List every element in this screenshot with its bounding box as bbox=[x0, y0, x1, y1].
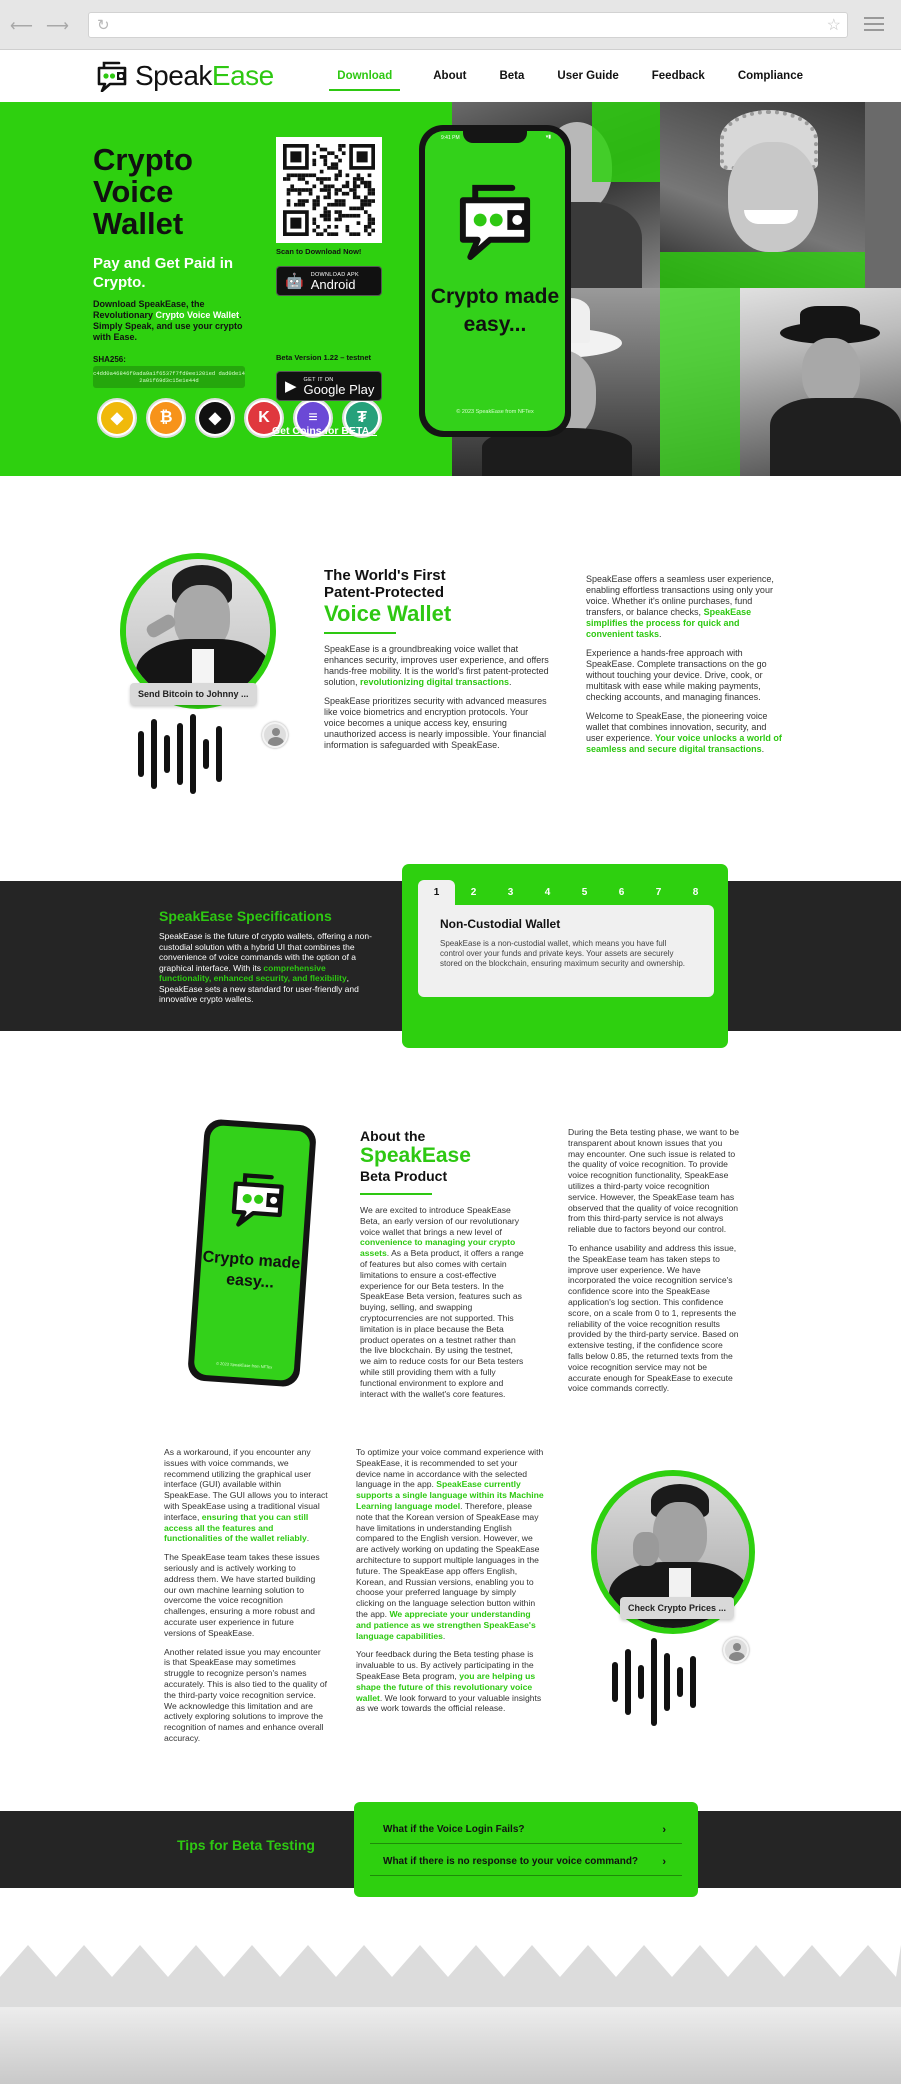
collage-photo-edge bbox=[865, 102, 901, 288]
scan-label: Scan to Download Now! bbox=[276, 247, 362, 256]
nav-download[interactable]: Download bbox=[329, 70, 400, 91]
get-coins-link[interactable]: Get Coins for BETA ↓ bbox=[272, 425, 378, 437]
address-bar[interactable] bbox=[88, 12, 848, 38]
tips-faq-panel bbox=[354, 1802, 698, 1897]
google-play-button[interactable]: ▶ GET IT ON Google Play bbox=[276, 371, 382, 401]
solana-icon-glyph: ≡ bbox=[297, 402, 329, 434]
specs-description: SpeakEase is the future of crypto wallets, offering a non-custodial solution with a hybrid UI that combines the convenience of voice commands with the option of a graphical interface. With its comprehensive functionality, enhanced security, and flexibility, SpeakEase sets a new standard for user-friendly and innovative crypto wallets. bbox=[159, 931, 372, 1004]
title-underline bbox=[324, 632, 396, 634]
beta-title-underline bbox=[360, 1193, 432, 1195]
waveform-bar bbox=[164, 735, 170, 773]
speakease-logo-icon bbox=[95, 60, 129, 92]
back-arrow-icon[interactable]: ⟵ bbox=[10, 18, 33, 35]
kava-icon-glyph: K bbox=[248, 402, 280, 434]
hero-phone-mockup bbox=[419, 125, 571, 437]
spec-tab-text: SpeakEase is a non-custodial wallet, which means you have full control over your funds and private keys. Your assets are securely stored on the blockchain, ensuring maximum security and ownership. bbox=[440, 939, 686, 968]
specs-tabs bbox=[418, 880, 714, 905]
voice-waveform-icon-2 bbox=[612, 1637, 703, 1727]
collage-photo-man-phone bbox=[660, 288, 901, 476]
beta-version: Beta Version 1.22 – testnet bbox=[276, 353, 372, 362]
browser-chrome bbox=[0, 0, 901, 50]
sha-label: SHA256: bbox=[93, 355, 126, 364]
binance-coin-icon[interactable] bbox=[97, 398, 137, 438]
beta-phone-footer: © 2023 SpeakEase from NFTex bbox=[215, 1360, 273, 1370]
voice-command-bubble: Send Bitcoin to Johnny ... bbox=[130, 683, 257, 705]
waveform-bar bbox=[138, 731, 144, 777]
beta-phone-tagline: Crypto made easy... bbox=[202, 1248, 301, 1292]
qr-code-icon bbox=[283, 144, 375, 236]
beta-phone-logo-icon bbox=[226, 1168, 290, 1230]
hero-title: Crypto Voice Wallet bbox=[93, 142, 193, 241]
specs-title: SpeakEase Specifications bbox=[159, 908, 332, 924]
beta-intro-text: We are excited to introduce SpeakEase Beta, an early version of our revolutionary voice wallet that brings a new level of convenience to managing your crypto assets. As a Beta product, it offers a range of features but also comes with certain limitations to ensure a cost-effective experience for our Beta testers. In the SpeakEase Beta version, features such as buying, selling, and swapping cryptocurrencies are not supported. This limitation is in place because the Beta product operates on a testnet rather than the live blockchain. By using the testnet, we aim to reduce costs for our Beta testers while still providing them with a fully functional environment to explore and interact with the wallet's core features. bbox=[360, 1205, 524, 1399]
hero-description: Download SpeakEase, the Revolutionary Crypto Voice Wallet. Simply Speak, and use your crypto with Ease. bbox=[93, 299, 243, 342]
nav-about[interactable]: About bbox=[433, 70, 467, 82]
phone-status-icons: ▾▮ bbox=[545, 134, 551, 140]
google-play-icon: ▶ bbox=[285, 378, 297, 395]
user-avatar-icon-2 bbox=[723, 1637, 749, 1663]
nav-compliance[interactable]: Compliance bbox=[737, 70, 803, 82]
spec-tab-8[interactable]: 8 bbox=[692, 887, 699, 898]
waveform-bar bbox=[203, 739, 209, 769]
beta-phone-screen bbox=[193, 1125, 310, 1381]
hero-subtitle: Pay and Get Paid in Crypto. bbox=[93, 255, 234, 291]
spec-tab-4[interactable]: 4 bbox=[544, 887, 551, 898]
reload-icon[interactable]: ↻ bbox=[97, 17, 110, 34]
chevron-right-icon: › bbox=[662, 1855, 666, 1868]
tether-icon-glyph: ₮ bbox=[346, 402, 378, 434]
waveform-bar bbox=[677, 1667, 683, 1697]
nav-user-guide[interactable]: User Guide bbox=[557, 70, 619, 82]
waveform-bar bbox=[177, 723, 183, 785]
browser-menu-icon[interactable] bbox=[864, 17, 884, 35]
waveform-bar bbox=[638, 1665, 644, 1699]
spec-tab-title: Non-Custodial Wallet bbox=[440, 917, 561, 931]
wallet-section-title: The World's First Patent-Protected Voice Wallet bbox=[324, 567, 452, 626]
spec-tab-7[interactable]: 7 bbox=[655, 887, 662, 898]
beta-phone-mockup bbox=[187, 1118, 317, 1387]
wallet-intro-text: SpeakEase is a groundbreaking voice wallet that enhances security, improves user experience, and offers hands-free mobility. It is the world's first patent-protected solution, revolutionizing digital transactions. SpeakEase prioritizes security with advanced measures like voice biometrics and encryption protocols. Your voice becomes a unique access key, ensuring unauthorized access is nearly impossible. Your financial information is safeguarded with SpeakEase. bbox=[324, 644, 549, 750]
page bbox=[0, 50, 901, 1937]
hero-section bbox=[0, 102, 901, 476]
zigzag-decoration bbox=[0, 1937, 901, 2084]
site-logo[interactable] bbox=[95, 60, 274, 92]
waveform-bar bbox=[651, 1638, 657, 1726]
specs-panel bbox=[402, 864, 728, 1048]
spec-tab-6[interactable]: 6 bbox=[618, 887, 625, 898]
phone-status-time: 9:41 PM bbox=[441, 135, 460, 141]
spec-tab-3[interactable]: 3 bbox=[507, 887, 514, 898]
phone-screen bbox=[425, 131, 565, 431]
waveform-bar bbox=[625, 1649, 631, 1715]
nav-beta[interactable]: Beta bbox=[499, 70, 525, 82]
waveform-bar bbox=[664, 1653, 670, 1711]
arrow-down-icon: ↓ bbox=[371, 425, 378, 437]
forward-arrow-icon[interactable]: ⟶ bbox=[46, 18, 69, 35]
phone-logo-icon bbox=[453, 179, 537, 261]
waveform-bar bbox=[612, 1662, 618, 1702]
ethereum-icon-glyph: ◆ bbox=[199, 402, 231, 434]
phone-footer: © 2023 SpeakEase from NFTex bbox=[456, 409, 534, 415]
spec-tab-content bbox=[418, 905, 714, 997]
bitcoin-icon[interactable] bbox=[146, 398, 186, 438]
user-avatar-icon bbox=[262, 722, 288, 748]
wallet-benefits-text: SpeakEase offers a seamless user experience, enabling effortless transactions using only your voice. Whether it's online purchases, fund transfers, or balance checks, SpeakEase simplifies the process for quick and convenient tasks. Experience a hands-free approach with SpeakEase. Complete transactions on the go without touching your device. Drive, cook, or multitask with ease while making payments, checking accounts, and managing finances. Welcome to SpeakEase, the pioneering voice wallet that combines innovation, security, and user experience. Your voice unlocks a world of seamless and secure digital transactions. bbox=[586, 574, 782, 754]
spec-tab-5[interactable]: 5 bbox=[581, 887, 588, 898]
brand-name: SpeakEase bbox=[135, 60, 274, 91]
sha-value[interactable]: c4dd0a46846f0ada9a1f6537f7fd9ee1201ed dad0de142a01f69d3c15e1e44d bbox=[93, 366, 245, 388]
top-navigation bbox=[296, 70, 803, 91]
tips-title: Tips for Beta Testing bbox=[177, 1837, 315, 1853]
faq-voice-login[interactable]: What if the Voice Login Fails? › bbox=[370, 1816, 682, 1844]
beta-language-text: To optimize your voice command experience with SpeakEase, it is recommended to set your device name in accordance with the selected language in the app. SpeakEase currently supports a single language within its Machine Learning language model. Therefore, please note that the Korean version of SpeakEase may have limitations in understanding English compared to the English version. However, we are actively working on updating the SpeakEase architecture to support multiple languages in the future. The SpeakEase app offers English, Korean, and Russian versions, enabling you to choose your preferred language by simply clicking on the language selection button within the app. We appreciate your understanding and patience as we strengthen SpeakEase's language capabilities. Your feedback during the Beta testing phase is invaluable to us. By actively participating in the SpeakEase Beta program, you are helping us shape the future of this revolutionary voice wallet. We look forward to your valuable insights as we work towards the official release. bbox=[356, 1447, 544, 1714]
voice-waveform-icon bbox=[138, 713, 229, 795]
faq-no-response[interactable]: What if there is no response to your voice command? › bbox=[370, 1848, 682, 1876]
beta-section-title: About the SpeakEase Beta Product bbox=[360, 1128, 471, 1184]
waveform-bar bbox=[190, 714, 196, 794]
voice-command-bubble-2: Check Crypto Prices ... bbox=[620, 1597, 734, 1619]
waveform-bar bbox=[690, 1656, 696, 1708]
binance-coin-icon-glyph: ◆ bbox=[101, 402, 133, 434]
spec-tab-2[interactable]: 2 bbox=[470, 887, 477, 898]
ethereum-icon[interactable] bbox=[195, 398, 235, 438]
bitcoin-icon-glyph: ₿ bbox=[150, 402, 182, 434]
phone-tagline: Crypto made easy... bbox=[430, 285, 560, 336]
android-icon: 🤖 bbox=[285, 273, 304, 290]
waveform-bar bbox=[216, 726, 222, 782]
bookmark-star-icon[interactable]: ☆ bbox=[826, 17, 841, 34]
spec-tab-1[interactable]: 1 bbox=[418, 880, 455, 905]
footer-zigzag bbox=[0, 1937, 901, 2084]
download-qr-code[interactable] bbox=[276, 137, 382, 243]
nav-feedback[interactable]: Feedback bbox=[651, 70, 705, 82]
download-apk-button[interactable]: 🤖 DOWNLOAD APK Android bbox=[276, 266, 382, 296]
collage-photo-laughing-woman bbox=[660, 102, 865, 288]
chevron-right-icon: › bbox=[662, 1823, 666, 1836]
waveform-bar bbox=[151, 719, 157, 789]
beta-workaround-text: As a workaround, if you encounter any issues with voice commands, we recommend utilizing the graphical user interface (GUI) available within SpeakEase. The GUI allows you to interact with SpeakEase using a traditional visual interface, ensuring that you can still access all the features and functionalities of the wallet reliably. The SpeakEase team takes these issues seriously and is actively working to address them. We have started building our own machine learning solution to overcome the voice recognition challenges, ensuring a more robust and accurate user experience in future versions of SpeakEase. Another related issue you may encounter is that SpeakEase may sometimes struggle to recognize person's names accurately. This is also tied to the quality of the third-party voice recognition service. We acknowledge this limitation and are actively exploring solutions to improve the recognition of names and enhance overall accuracy. bbox=[164, 1447, 328, 1743]
beta-known-issues-text: During the Beta testing phase, we want to be transparent about known issues that you may encounter. One such issue is related to the quality of voice recognition. To provide voice recognition functionality, SpeakEase utilizes a third-party voice recognition service. However, the SpeakEase team has observed that the quality of voice recognition from this third-party service is not always reliable due to factors beyond our control. To enhance usability and address this issue, the SpeakEase team has taken steps to improve user experience. We have incorporated the voice recognition service's confidence score into the SpeakEase application's log section. This confidence score, on a scale from 0 to 1, represents the reliability of the voice recognition results provided by the third-party service. Based on extensive testing, if the confidence score falls below 0.85, the returned texts from the voice recognition service may not be accurate enough for SpeakEase to execute voice commands correctly. bbox=[568, 1127, 740, 1394]
